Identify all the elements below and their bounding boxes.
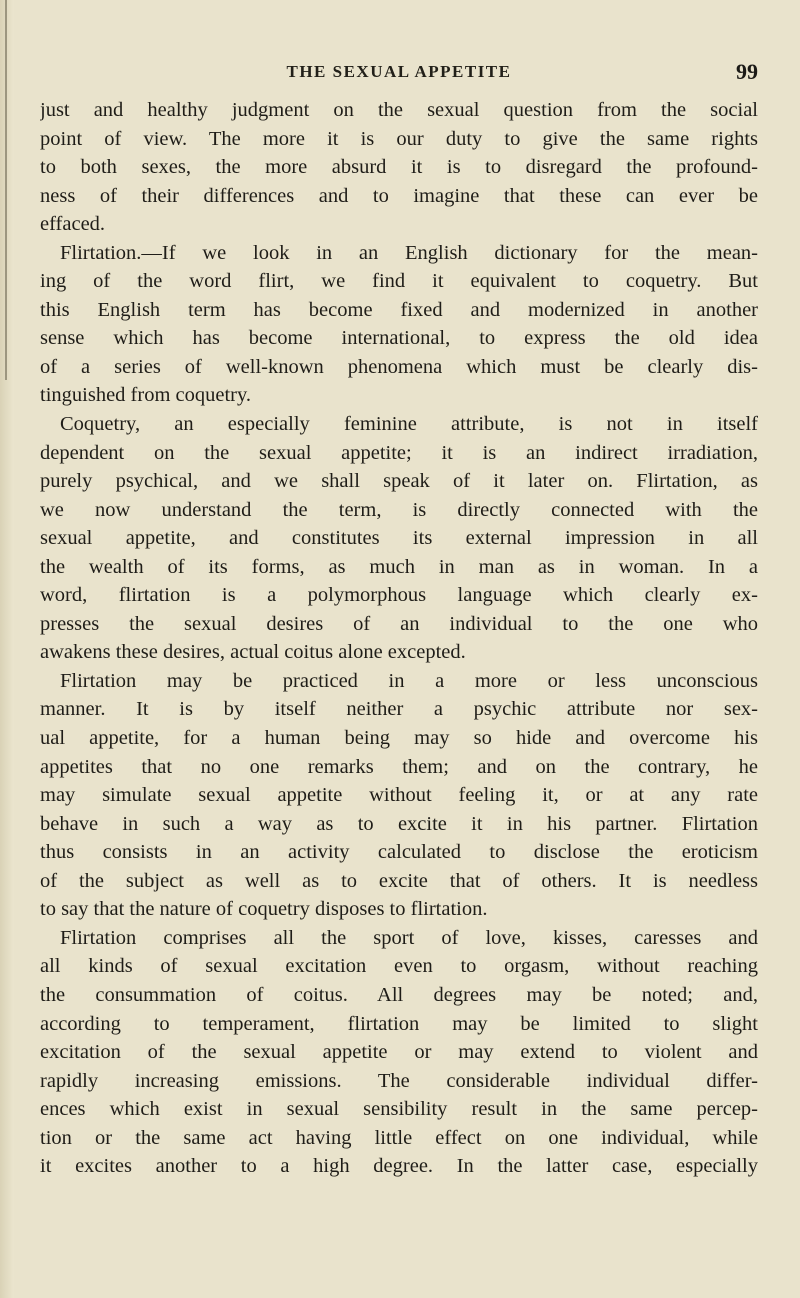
text-line: to say that the nature of coquetry disposes to flirtation. bbox=[40, 898, 488, 921]
text-line: this English term has become fixed and modernized in another bbox=[40, 298, 758, 321]
text-line: Flirtation comprises all the sport of love, kisses, caresses and bbox=[60, 926, 758, 949]
text-line: word, flirtation is a polymorphous language which clearly ex- bbox=[40, 584, 758, 607]
text-line: manner. It is by itself neither a psychic attribute nor sex- bbox=[40, 698, 758, 721]
text-line: of a series of well-known phenomena which must be clearly dis- bbox=[40, 355, 758, 378]
page-spine-edge bbox=[0, 0, 14, 1298]
text-line: all kinds of sexual excitation even to orgasm, without reaching bbox=[40, 955, 758, 978]
text-line: excitation of the sexual appetite or may extend to violent and bbox=[40, 1041, 758, 1064]
page-header bbox=[40, 59, 758, 88]
text-line: tinguished from coquetry. bbox=[40, 384, 252, 407]
text-line: Flirtation.—If we look in an English dictionary for the mean- bbox=[60, 241, 758, 264]
page-number: 99 bbox=[736, 59, 758, 84]
text-line: Coquetry, an especially feminine attribute, is not in itself bbox=[60, 413, 758, 436]
body-text bbox=[40, 96, 758, 1181]
text-line: to both sexes, the more absurd it is to disregard the profound- bbox=[40, 156, 758, 179]
text-line: of the subject as well as to excite that of others. It is needless bbox=[40, 869, 758, 892]
text-line: sense which has become international, to express the old idea bbox=[40, 327, 758, 350]
text-line: the consummation of coitus. All degrees may be noted; and, bbox=[40, 983, 758, 1006]
text-line: appetites that no one remarks them; and on the contrary, he bbox=[40, 755, 758, 778]
running-title: THE SEXUAL APPETITE bbox=[286, 62, 512, 81]
text-line: Flirtation may be practiced in a more or less unconscious bbox=[60, 669, 758, 692]
text-line: presses the sexual desires of an individual to the one who bbox=[40, 612, 758, 635]
text-line: ing of the word flirt, we find it equivalent to coquetry. But bbox=[40, 270, 758, 293]
text-line: dependent on the sexual appetite; it is an indirect irradiation, bbox=[40, 441, 758, 464]
text-line: ual appetite, for a human being may so hide and overcome his bbox=[40, 727, 758, 750]
text-line: thus consists in an activity calculated to disclose the eroticism bbox=[40, 841, 758, 864]
text-line: we now understand the term, is directly connected with the bbox=[40, 498, 758, 521]
text-line: rapidly increasing emissions. The considerable individual differ- bbox=[40, 1069, 758, 1092]
text-line: it excites another to a high degree. In the latter case, especially bbox=[40, 1155, 758, 1178]
text-line: behave in such a way as to excite it in his partner. Flirtation bbox=[40, 812, 758, 835]
text-line: the wealth of its forms, as much in man as in woman. In a bbox=[40, 555, 758, 578]
text-line: sexual appetite, and constitutes its external impression in all bbox=[40, 527, 758, 550]
text-line: purely psychical, and we shall speak of it later on. Flirtation, as bbox=[40, 470, 758, 493]
page-spine-shadow bbox=[5, 0, 7, 380]
text-line: effaced. bbox=[40, 213, 106, 236]
text-line: just and healthy judgment on the sexual question from the social bbox=[40, 99, 758, 121]
text-line: point of view. The more it is our duty to give the same rights bbox=[40, 127, 758, 150]
text-line: awakens these desires, actual coitus alone excepted. bbox=[40, 641, 466, 664]
text-line: ness of their differences and to imagine that these can ever be bbox=[40, 184, 758, 207]
text-line: may simulate sexual appetite without feeling it, or at any rate bbox=[40, 784, 758, 807]
text-line: according to temperament, flirtation may be limited to slight bbox=[40, 1012, 758, 1035]
text-line: tion or the same act having little effect on one individual, while bbox=[40, 1126, 758, 1149]
text-line: ences which exist in sexual sensibility result in the same percep- bbox=[40, 1098, 758, 1121]
